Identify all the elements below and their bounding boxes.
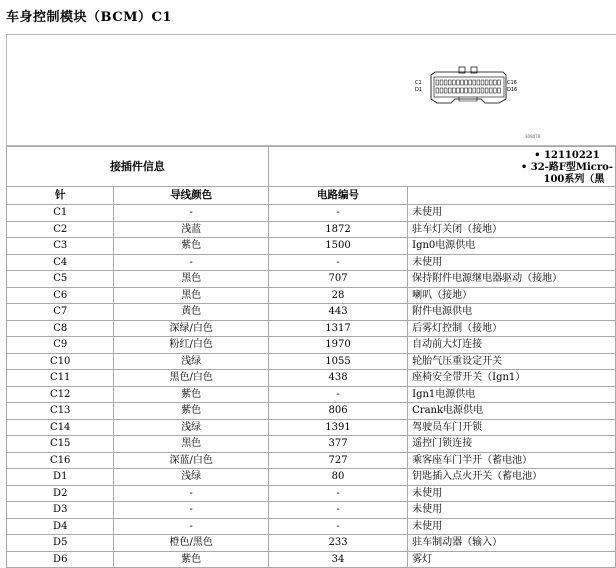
pin-cavity [444, 80, 447, 85]
wire-color-cell: 浅绿 [114, 353, 268, 370]
pin-cell: C8 [7, 320, 114, 337]
pin-cavity [440, 88, 443, 93]
table-row [7, 485, 616, 502]
circuit-number-cell: - [268, 254, 407, 271]
wire-color-cell: - [114, 485, 268, 502]
connector-info-details [268, 147, 615, 187]
function-cell: Crank电源供电 [408, 403, 616, 420]
wire-color-cell: 深绿/白色 [114, 320, 268, 337]
table-row [7, 518, 616, 535]
circuit-number-cell: 727 [268, 452, 407, 469]
pin-cavity [457, 88, 460, 93]
pin-cavity [436, 80, 439, 85]
circuit-number-cell: 80 [268, 469, 407, 486]
pin-cavity [465, 88, 468, 93]
pin-cavity [461, 88, 464, 93]
table-row [7, 502, 616, 519]
wire-color-cell: 黑色 [114, 436, 268, 453]
table-row [7, 551, 616, 568]
table-row [7, 238, 616, 255]
circuit-number-cell: 377 [268, 436, 407, 453]
pin-cavity [469, 80, 472, 85]
column-header-circuit: 电路编号 [268, 187, 407, 205]
connector-info-header: 接插件信息 [7, 147, 269, 187]
label-d16: D16 [507, 87, 518, 93]
wire-color-cell: 深蓝/白色 [114, 452, 268, 469]
wire-color-cell: 浅绿 [114, 419, 268, 436]
table-row [7, 337, 616, 354]
function-cell: 后雾灯控制（接地） [408, 320, 616, 337]
pin-cell: D3 [7, 502, 114, 519]
pin-cavity [440, 80, 443, 85]
circuit-number-cell: 1872 [268, 221, 407, 238]
connector-series: 100系列（黑 [543, 174, 605, 185]
label-d1: D1 [415, 87, 423, 93]
wire-color-cell: 黑色/白色 [114, 370, 268, 387]
wire-color-cell: 浅绿 [114, 469, 268, 486]
label-c1: C1 [415, 80, 422, 86]
pin-cavity [436, 88, 439, 93]
circuit-number-cell: - [268, 485, 407, 502]
table-row [7, 535, 616, 552]
circuit-number-cell: 28 [268, 287, 407, 304]
pin-cavity [498, 80, 501, 85]
table-row [7, 436, 616, 453]
table-row [7, 469, 616, 486]
pin-cell: C14 [7, 419, 114, 436]
pin-cell: C6 [7, 287, 114, 304]
pin-cell: C3 [7, 238, 114, 255]
function-cell: 轮胎气压重设定开关 [408, 353, 616, 370]
wire-color-cell: 黑色 [114, 287, 268, 304]
pin-cavity [481, 88, 484, 93]
circuit-number-cell: 806 [268, 403, 407, 420]
table-row [7, 304, 616, 321]
pin-cavity [493, 80, 496, 85]
column-header-wire-color: 导线颜色 [114, 187, 268, 205]
column-header-function [408, 187, 616, 205]
circuit-number-cell: 1317 [268, 320, 407, 337]
label-c16: C16 [507, 80, 517, 86]
pin-cell: C2 [7, 221, 114, 238]
pin-cavity [493, 88, 496, 93]
pin-cell: D2 [7, 485, 114, 502]
wire-color-cell: 浅蓝 [114, 221, 268, 238]
wire-color-cell: 紫色 [114, 386, 268, 403]
pin-cavity [485, 88, 488, 93]
table-row [7, 419, 616, 436]
pin-cavity [473, 88, 476, 93]
function-cell: 驾驶员车门开锁 [408, 419, 616, 436]
circuit-number-cell: 443 [268, 304, 407, 321]
function-cell: 乘客座车门半开（蓄电池） [408, 452, 616, 469]
pin-cavity [469, 88, 472, 93]
function-cell: 未使用 [408, 518, 616, 535]
pin-cell: D1 [7, 469, 114, 486]
wire-color-cell: 橙色/黑色 [114, 535, 268, 552]
pin-cavity [448, 88, 451, 93]
pin-cell: C15 [7, 436, 114, 453]
pin-cavity [498, 88, 501, 93]
wire-color-cell: 紫色 [114, 551, 268, 568]
circuit-number-cell: - [268, 205, 407, 222]
function-cell: 驻车灯关闭（接地） [408, 221, 616, 238]
pin-cell: C4 [7, 254, 114, 271]
pin-cell: C11 [7, 370, 114, 387]
wire-color-cell: 黄色 [114, 304, 268, 321]
pin-cavity [477, 80, 480, 85]
pin-cavity [457, 80, 460, 85]
circuit-number-cell: 1500 [268, 238, 407, 255]
table-row [7, 287, 616, 304]
function-cell: 未使用 [408, 205, 616, 222]
pin-cavity [489, 88, 492, 93]
function-cell: 雾灯 [408, 551, 616, 568]
pin-cavity [473, 80, 476, 85]
pin-cell: C12 [7, 386, 114, 403]
wire-color-cell: 粉红/白色 [114, 337, 268, 354]
pin-cavity [481, 80, 484, 85]
circuit-number-cell: - [268, 502, 407, 519]
function-cell: 遥控门锁连接 [408, 436, 616, 453]
pin-cell: C16 [7, 452, 114, 469]
table-row [7, 205, 616, 222]
table-row [7, 271, 616, 288]
wire-color-cell: 黑色 [114, 271, 268, 288]
pin-cell: C1 [7, 205, 114, 222]
wire-color-cell: 紫色 [114, 403, 268, 420]
table-row [7, 370, 616, 387]
wire-color-cell: - [114, 518, 268, 535]
figure-code: 308078 [525, 134, 541, 139]
pin-cell: C9 [7, 337, 114, 354]
column-header-pin: 针 [7, 187, 114, 205]
wire-color-cell: - [114, 254, 268, 271]
function-cell: 喇叭（接地） [408, 287, 616, 304]
pin-cavity [444, 88, 447, 93]
part-number: • 12110221 [534, 150, 600, 161]
circuit-number-cell: - [268, 518, 407, 535]
function-cell: 保持附件电源继电器驱动（接地） [408, 271, 616, 288]
table-row [7, 403, 616, 420]
function-cell: 未使用 [408, 254, 616, 271]
pin-cell: C10 [7, 353, 114, 370]
connector-face-drawing [415, 63, 525, 113]
pin-cavity [461, 80, 464, 85]
connector-diagram [6, 34, 616, 146]
pin-cell: C13 [7, 403, 114, 420]
pin-cavity [465, 80, 468, 85]
function-cell: 未使用 [408, 485, 616, 502]
wire-color-cell: - [114, 502, 268, 519]
circuit-number-cell: 233 [268, 535, 407, 552]
pin-cavity [452, 88, 455, 93]
circuit-number-cell: 1055 [268, 353, 407, 370]
pinout-table [6, 146, 616, 568]
table-row [7, 320, 616, 337]
function-cell: 钥匙插入点火开关（蓄电池） [408, 469, 616, 486]
page-title: 车身控制模块（BCM）C1 [6, 10, 172, 25]
pin-cavity [477, 88, 480, 93]
circuit-number-cell: - [268, 386, 407, 403]
circuit-number-cell: 707 [268, 271, 407, 288]
pin-cell: D4 [7, 518, 114, 535]
function-cell: 附件电源供电 [408, 304, 616, 321]
function-cell: 驻车制动器（输入） [408, 535, 616, 552]
connector-type: • 32-路F型Micro- [520, 162, 613, 173]
function-cell: Ign0电源供电 [408, 238, 616, 255]
table-row [7, 221, 616, 238]
wire-color-cell: 紫色 [114, 238, 268, 255]
function-cell: 自动前大灯连接 [408, 337, 616, 354]
pin-cavity [452, 80, 455, 85]
pin-cell: C5 [7, 271, 114, 288]
wire-color-cell: - [114, 205, 268, 222]
pin-cavity [485, 80, 488, 85]
table-row [7, 353, 616, 370]
pin-cavity [489, 80, 492, 85]
pin-cell: C7 [7, 304, 114, 321]
table-row [7, 254, 616, 271]
function-cell: Ign1电源供电 [408, 386, 616, 403]
circuit-number-cell: 438 [268, 370, 407, 387]
circuit-number-cell: 34 [268, 551, 407, 568]
pin-cavity [448, 80, 451, 85]
function-cell: 未使用 [408, 502, 616, 519]
circuit-number-cell: 1391 [268, 419, 407, 436]
circuit-number-cell: 1970 [268, 337, 407, 354]
table-row [7, 452, 616, 469]
pin-cell: D5 [7, 535, 114, 552]
function-cell: 座椅安全带开关（Ign1） [408, 370, 616, 387]
table-row [7, 386, 616, 403]
pin-cell: D6 [7, 551, 114, 568]
